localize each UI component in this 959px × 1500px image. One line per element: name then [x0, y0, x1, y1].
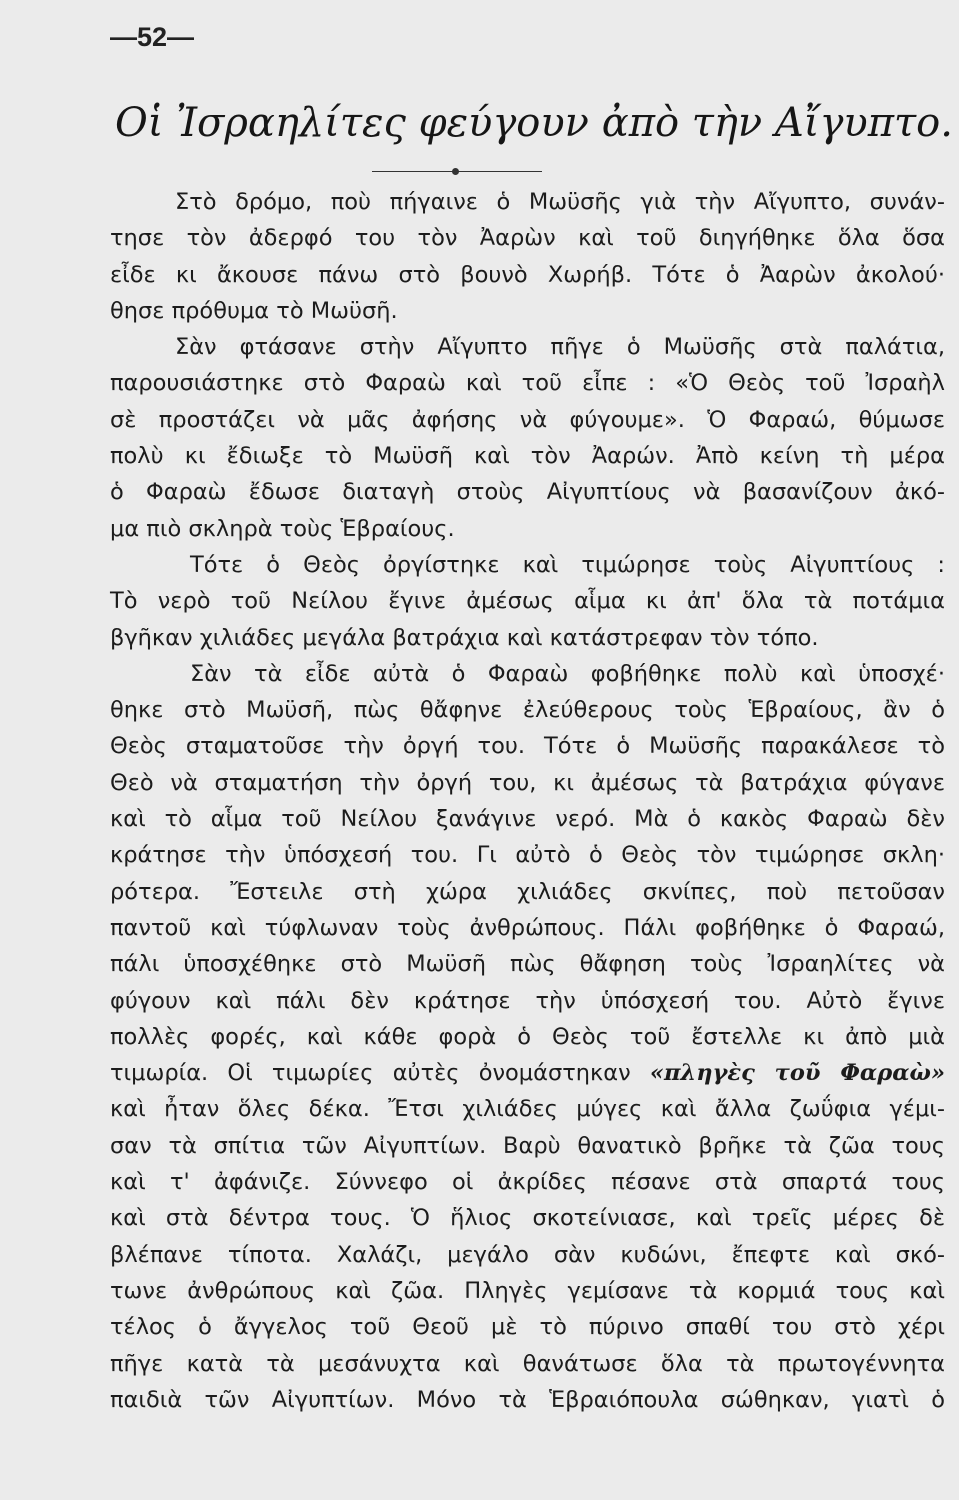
- chapter-title: Οἱ Ἰσραηλίτες φεύγουν ἀπὸ τὴν Αἴγυπτο.: [115, 100, 953, 146]
- text-line: ρότερα. Ἔστειλε στὴ χώρα χιλιάδες σκνίπες, ποὺ πετοῦσαν: [110, 878, 945, 905]
- text-line: καὶ τ' ἀφάνιζε. Σύννεφο οἱ ἀκρίδες πέσανε στὰ σπαρτά τους: [110, 1169, 945, 1196]
- page-number: —52—: [110, 22, 195, 52]
- text-line: μα πιὸ σκληρὰ τοὺς Ἑβραίους.: [110, 515, 455, 542]
- text-line: βλέπανε τίποτα. Χαλάζι, μεγάλο σὰν κυδώνι, ἔπεφτε καὶ σκό-: [110, 1241, 945, 1268]
- text-line: Τὸ νερὸ τοῦ Νείλου ἔγινε ἀμέσως αἷμα κι ἀπ' ὅλα τὰ ποτάμια: [110, 588, 945, 615]
- text-line: πολλὲς φορές, καὶ κάθε φορὰ ὁ Θεὸς τοῦ ἔστελλε κι ἀπὸ μιὰ: [110, 1023, 945, 1050]
- text-line: θηκε στὸ Μωϋσῆ, πὼς θἄφηνε ἐλεύθερους τοὺς Ἑβραίους, ἂν ὁ: [110, 697, 945, 724]
- text-line: Θεὸς σταματοῦσε τὴν ὀργή του. Τότε ὁ Μωϋσῆς παρακάλεσε τὸ: [110, 733, 945, 760]
- text-line: Τότε ὁ Θεὸς ὀργίστηκε καὶ τιμώρησε τοὺς Αἰγυπτίους :: [190, 551, 945, 578]
- text-line-part: τιμωρία. Οἱ τιμωρίες αὐτὲς ὀνομάστηκαν: [110, 1060, 631, 1087]
- text-line: ὁ Φαραὼ ἔδωσε διαταγὴ στοὺς Αἰγυπτίους νὰ βασανίζουν ἀκό-: [110, 479, 945, 506]
- text-line: τωνε ἀνθρώπους καὶ ζῶα. Πληγὲς γεμίσανε τὰ κορμιά τους καὶ: [110, 1277, 945, 1304]
- text-line: εἶδε κι ἄκουσε πάνω στὸ βουνὸ Χωρήβ. Τότε ὁ Ἀαρὼν ἀκολού·: [110, 261, 945, 288]
- text-line: Σὰν τὰ εἶδε αὐτὰ ὁ Φαραὼ φοβήθηκε πολὺ καὶ ὑποσχέ·: [190, 660, 945, 687]
- text-line: παρουσιάστηκε στὸ Φαραὼ καὶ τοῦ εἶπε : «Ὁ Θεὸς τοῦ Ἰσραὴλ: [110, 370, 945, 397]
- text-line: Θεὸ νὰ σταματήση τὴν ὀργή του, κι ἀμέσως τὰ βατράχια φύγανε: [110, 769, 945, 796]
- text-line: καὶ ἦταν ὅλες δέκα. Ἔτσι χιλιάδες μύγες καὶ ἄλλα ζωΰφια γέμι-: [110, 1096, 945, 1123]
- text-line: [110, 1055, 945, 1091]
- text-line: Στὸ δρόμο, ποὺ πήγαινε ὁ Μωϋσῆς γιὰ τὴν Αἴγυπτο, συνάν-: [175, 189, 945, 215]
- text-line: Σὰν φτάσανε στὴν Αἴγυπτο πῆγε ὁ Μωϋσῆς στὰ παλάτια,: [175, 334, 945, 361]
- text-line: σαν τὰ σπίτια τῶν Αἰγυπτίων. Βαρὺ θανατικὸ βρῆκε τὰ ζῶα τους: [110, 1132, 945, 1159]
- text-line: κράτησε τὴν ὑπόσχεσή του. Γι αὐτὸ ὁ Θεὸς τὸν τιμώρησε σκλη·: [110, 842, 945, 869]
- text-line: καὶ τὸ αἷμα τοῦ Νείλου ξανάγινε νερό. Μὰ ὁ κακὸς Φαραὼ δὲν: [110, 806, 945, 833]
- text-line: παιδιὰ τῶν Αἰγυπτίων. Μόνο τὰ Ἑβραιόπουλα σώθηκαν, γιατὶ ὁ: [110, 1386, 945, 1413]
- body-text: [110, 184, 945, 1418]
- text-line: θησε πρόθυμα τὸ Μωϋσῆ.: [110, 297, 398, 324]
- text-line: τησε τὸν ἀδερφό του τὸν Ἀαρὼν καὶ τοῦ διηγήθηκε ὅλα ὅσα: [110, 225, 945, 252]
- emphasis-phrase: «πληγὲς τοῦ Φαραὼ»: [649, 1060, 946, 1087]
- text-line: πολὺ κι ἔδιωξε τὸ Μωϋσῆ καὶ τὸν Ἀαρών. Ἀπὸ κείνη τὴ μέρα: [110, 443, 945, 470]
- text-line: φύγουν καὶ πάλι δὲν κράτησε τὴν ὑπόσχεσή του. Αὐτὸ ἔγινε: [110, 987, 945, 1014]
- text-line: παντοῦ καὶ τύφλωναν τοὺς ἀνθρώπους. Πάλι φοβήθηκε ὁ Φαραώ,: [110, 914, 945, 941]
- title-ornament: [372, 166, 542, 176]
- text-line: πάλι ὑποσχέθηκε στὸ Μωϋσῆ πὼς θἄφηση τοὺς Ἰσραηλίτες νὰ: [110, 951, 945, 978]
- text-line: πῆγε κατὰ τὰ μεσάνυχτα καὶ θανάτωσε ὅλα τὰ πρωτογέννητα: [110, 1350, 945, 1377]
- text-line: σὲ προστάζει νὰ μᾶς ἀφήσης νὰ φύγουμε». Ὁ Φαραώ, θύμωσε: [110, 406, 945, 433]
- text-line: τέλος ὁ ἄγγελος τοῦ Θεοῦ μὲ τὸ πύρινο σπαθί του στὸ χέρι: [110, 1314, 945, 1341]
- text-line: βγῆκαν χιλιάδες μεγάλα βατράχια καὶ κατάστρεφαν τὸν τόπο.: [110, 624, 819, 651]
- text-line: καὶ στὰ δέντρα τους. Ὁ ἥλιος σκοτείνιασε, καὶ τρεῖς μέρες δὲ: [110, 1205, 945, 1232]
